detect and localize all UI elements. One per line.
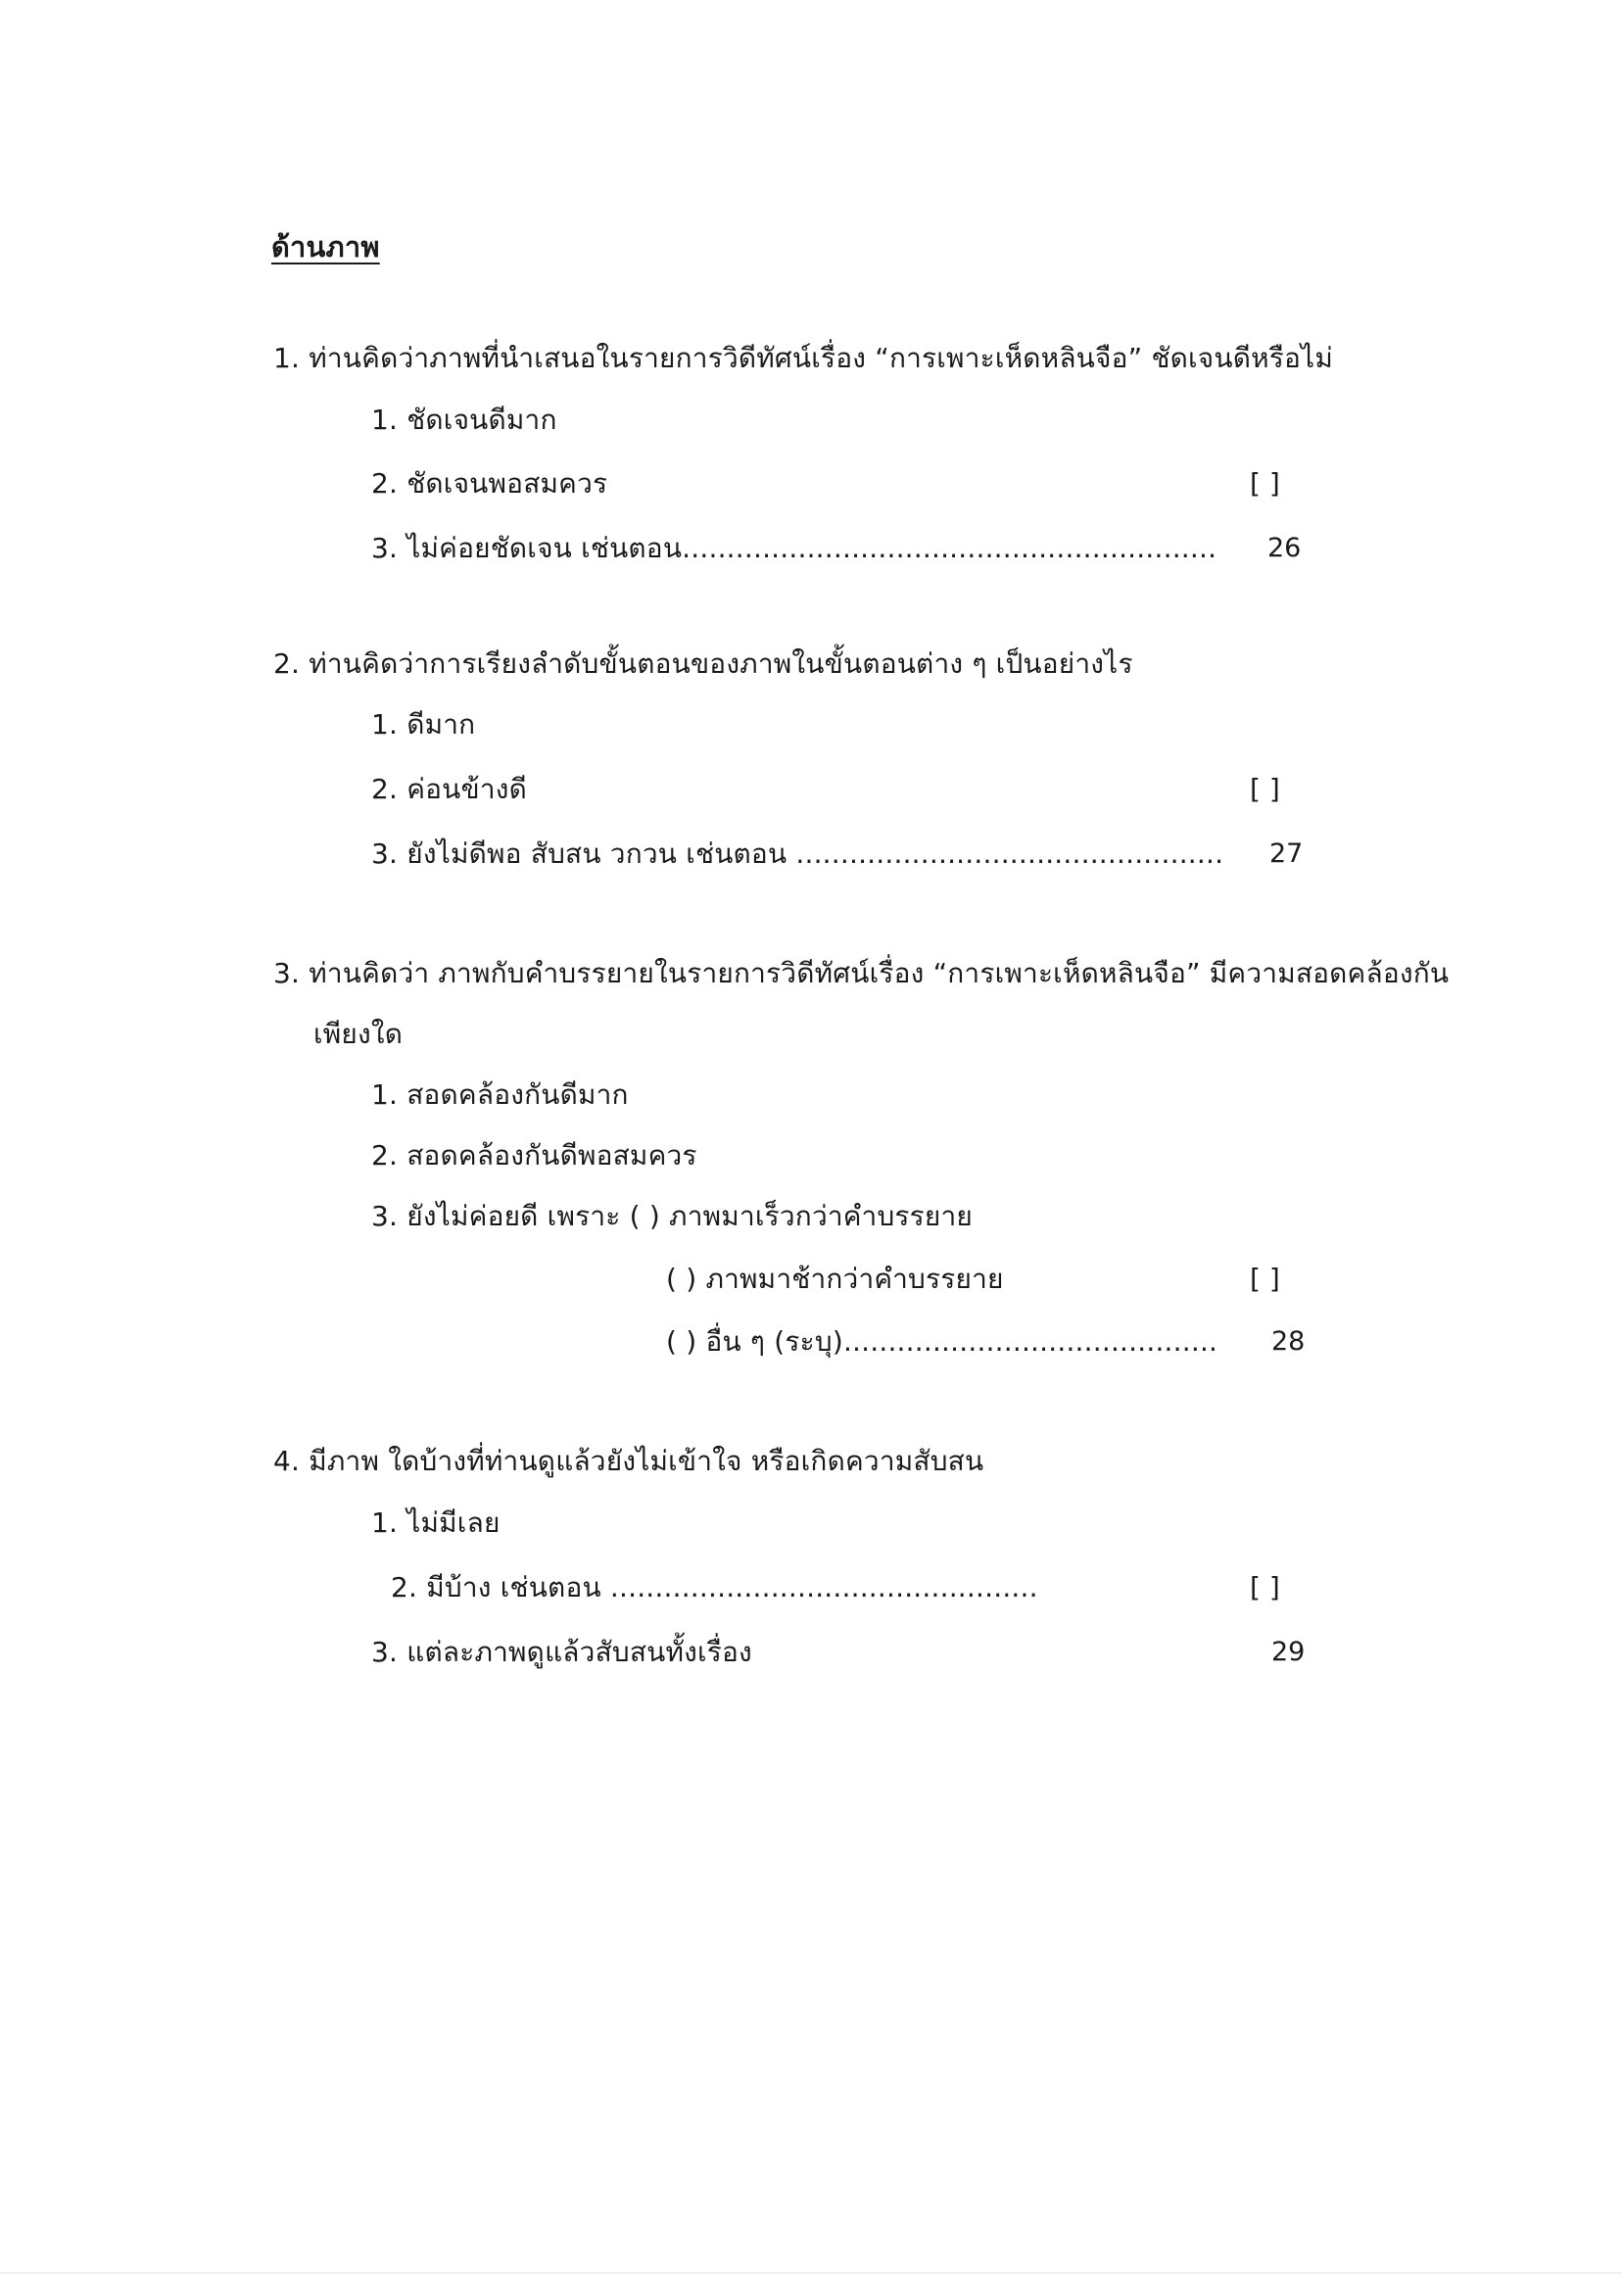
question-1-option-3: 3. ไม่ค่อยชัดเจน เช่นตอน............................................................	[371, 532, 1217, 564]
question-2-prompt: 2. ท่านคิดว่าการเรียงลำดับขั้นตอนของภาพในขั้นตอนต่าง ๆ เป็นอย่างไร	[273, 647, 1133, 680]
question-3-sub-option-2: ( ) อื่น ๆ (ระบุ)..........................................	[666, 1325, 1218, 1358]
question-1-prompt: 1. ท่านคิดว่าภาพที่นำเสนอในรายการวิดีทัศน์เรื่อง “การเพาะเห็ดหลินจือ” ชัดเจนดีหรือไม่	[273, 342, 1333, 374]
question-3-answer-box[interactable]: [ ]	[1250, 1263, 1280, 1295]
question-1-option-1: 1. ชัดเจนดีมาก	[371, 404, 557, 436]
page-bottom-edge	[0, 2272, 1622, 2273]
question-3-prompt-line-1: 3. ท่านคิดว่า ภาพกับคำบรรยายในรายการวิดีทัศน์เรื่อง “การเพาะเห็ดหลินจือ” มีความสอดคล้องกัน	[273, 957, 1450, 989]
question-3-option-2: 2. สอดคล้องกันดีพอสมควร	[371, 1139, 697, 1172]
question-3-sub-option-1: ( ) ภาพมาช้ากว่าคำบรรยาย	[666, 1263, 1004, 1295]
question-3-option-1: 1. สอดคล้องกันดีมาก	[371, 1078, 629, 1111]
question-2-answer-box[interactable]: [ ]	[1250, 773, 1280, 805]
question-4-option-1: 1. ไม่มีเลย	[371, 1507, 501, 1539]
question-4-option-2: 2. มีบ้าง เช่นตอน ................................................	[391, 1571, 1038, 1603]
question-1-answer-box[interactable]: [ ]	[1250, 467, 1280, 500]
question-2-option-2: 2. ค่อนข้างดี	[371, 773, 528, 805]
question-1-option-2: 2. ชัดเจนพอสมควร	[371, 467, 608, 500]
question-4-code: 29	[1271, 1637, 1306, 1667]
section-heading: ด้านภาพ	[271, 230, 380, 263]
question-3-option-3: 3. ยังไม่ค่อยดี เพราะ ( ) ภาพมาเร็วกว่าคำบรรยาย	[371, 1200, 974, 1232]
question-4-prompt: 4. มีภาพ ใดบ้างที่ท่านดูแล้วยังไม่เข้าใจ หรือเกิดความสับสน	[273, 1445, 984, 1477]
question-3-code: 28	[1271, 1326, 1306, 1357]
question-3-prompt-line-2: เพียงใด	[313, 1018, 404, 1050]
question-4-answer-box[interactable]: [ ]	[1250, 1571, 1280, 1603]
question-2-option-1: 1. ดีมาก	[371, 708, 476, 741]
question-2-option-3: 3. ยังไม่ดีพอ สับสน วกวน เช่นตอน ................................................	[371, 837, 1224, 870]
question-2-code: 27	[1269, 838, 1304, 869]
question-1-code: 26	[1267, 533, 1302, 563]
question-4-option-3: 3. แต่ละภาพดูแล้วสับสนทั้งเรื่อง	[371, 1636, 752, 1668]
